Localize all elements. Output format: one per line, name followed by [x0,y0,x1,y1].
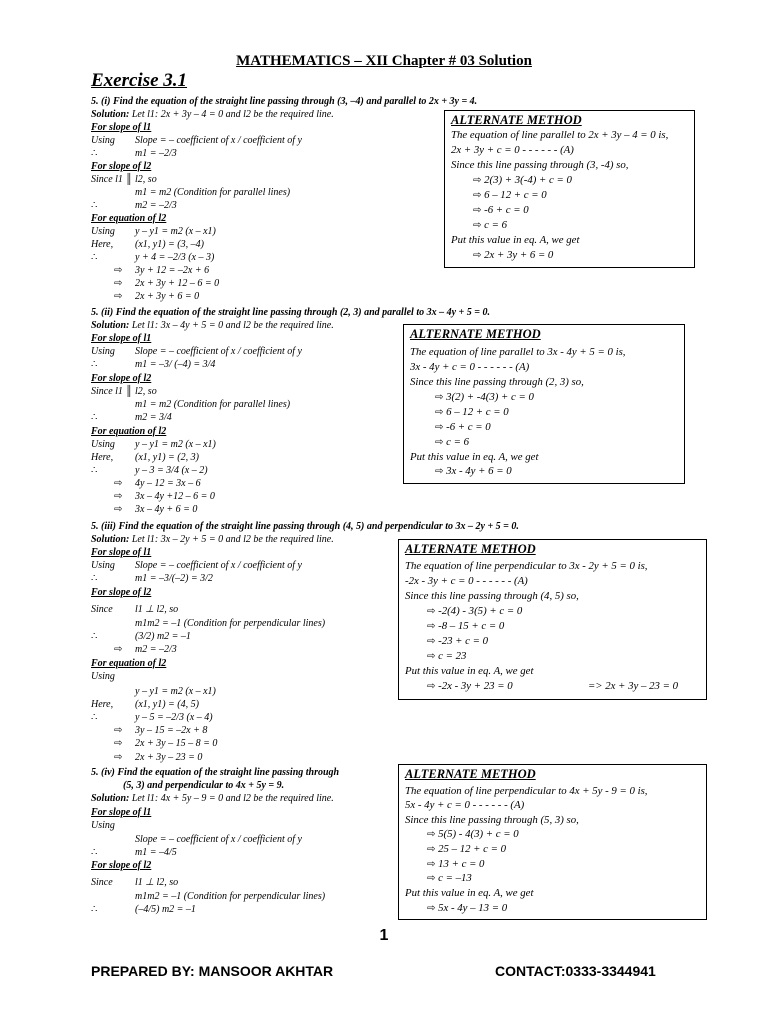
subheading: For slope of l1 [91,547,152,558]
box-line: Put this value in eq. A, we get [405,665,534,677]
box-line: The equation of line perpendicular to 3x - 2y + 5 = 0 is, [405,560,648,572]
box-line: Put this value in eq. A, we get [451,234,580,246]
step-line: Slope = – coefficient of x / coefficient of y [135,834,302,845]
box-line: ⇨ 2(3) + 3(-4) + c = 0 [473,174,572,186]
box-line: ⇨ c = –13 [427,872,472,884]
arrow-icon: ⇨ [473,220,482,231]
step-line: ⇨ 2x + 3y – 15 – 8 = 0 [114,738,218,749]
box-line: Since this line passing through (4, 5) so, [405,590,579,602]
box-line: 2x + 3y + c = 0 - - - - - - (A) [451,144,574,156]
solution-label: Solution: [91,320,130,331]
arrow-icon: ⇨ [427,606,436,617]
step-line: Using y – y1 = m2 (x – x1) [91,226,216,237]
solution-text: Let l1: 4x + 5y – 9 = 0 and l2 be the required line. [131,793,334,804]
box-line: ⇨ -8 – 15 + c = 0 [427,620,505,632]
box-line: ⇨ -23 + c = 0 [427,635,489,647]
step-line: ∴ y – 3 = 3/4 (x – 2) [91,465,208,476]
step-line: ∴ (–4/5) m2 = –1 [91,904,196,915]
step-line: ∴ m1 = –3/ (–4) = 3/4 [91,359,216,370]
solution-label: Solution: [91,109,130,120]
step-line: ⇨ 2x + 3y + 12 – 6 = 0 [114,278,220,289]
question-text: 5. (ii) Find the equation of the straight line passing through (2, 3) and parallel to 3x – 4y + 5 = 0. [91,307,490,318]
box-line: The equation of line parallel to 3x - 4y + 5 = 0 is, [410,346,626,358]
solution-line [91,533,334,546]
box-line: ⇨ c = 6 [435,436,469,448]
box-line: ⇨ -2x - 3y + 23 = 0 [427,680,513,692]
box-line: ⇨ c = 23 [427,650,467,662]
box-line: ⇨ 2x + 3y + 6 = 0 [473,249,554,261]
step-line: Using Slope = – coefficient of x / coefficient of y [91,135,302,146]
arrow-icon: ⇨ [435,437,444,448]
step-line: ⇨ 3x – 4y + 6 = 0 [114,504,198,515]
box-line: ⇨ -6 + c = 0 [435,421,491,433]
box-line: The equation of line perpendicular to 4x + 5y - 9 = 0 is, [405,785,648,797]
subheading: For slope of l2 [91,161,152,172]
arrow-icon: ⇨ [427,903,436,914]
alternate-method-box-3 [398,539,707,700]
page-number: 1 [379,927,389,944]
page-title: MATHEMATICS – XII Chapter # 03 Solution [236,53,532,69]
box-line: Since this line passing through (5, 3) so, [405,814,579,826]
arrow-icon: ⇨ [427,621,436,632]
step-line: ⇨ m2 = –2/3 [114,644,177,655]
alternate-method-box-2 [403,324,685,484]
solution-label: Solution: [91,793,130,804]
step-line: ∴ m1 = –4/5 [91,847,177,858]
step-line: Since l1 ⊥ l2, so [91,604,179,615]
step-line: ⇨ 3y + 12 = –2x + 6 [114,265,210,276]
step-line: Using [91,820,115,831]
step-line: ∴ m2 = –2/3 [91,200,177,211]
arrow-icon: ⇨ [427,651,436,662]
subheading: For slope of l1 [91,122,152,133]
box-line: ⇨ 6 – 12 + c = 0 [435,406,509,418]
box-line: ⇨ 5(5) - 4(3) + c = 0 [427,828,519,840]
box-line: Since this line passing through (2, 3) so, [410,376,584,388]
box-title: ALTERNATE METHOD [451,113,582,127]
step-line: m1m2 = –1 (Condition for perpendicular lines) [135,891,326,902]
step-line: Using Slope = – coefficient of x / coefficient of y [91,560,302,571]
box-title: ALTERNATE METHOD [405,542,536,556]
solution-text: Let l1: 2x + 3y – 4 = 0 and l2 be the required line. [131,109,334,120]
arrow-icon: ⇨ [427,681,436,692]
alternate-method-box-1 [444,110,695,268]
question-text: (5, 3) and perpendicular to 4x + 5y = 9. [123,780,285,791]
exercise-heading: Exercise 3.1 [91,70,188,91]
step-line: ∴ (3/2) m2 = –1 [91,631,191,642]
subheading: For slope of l2 [91,373,152,384]
subheading: For equation of l2 [91,658,167,669]
arrow-icon: ⇨ [473,205,482,216]
arrow-icon: ⇨ [473,175,482,186]
step-line: ∴ y + 4 = –2/3 (x – 3) [91,252,215,263]
box-line: ⇨ 6 – 12 + c = 0 [473,189,547,201]
alternate-method-box-4 [398,764,707,920]
step-line: ∴ m2 = 3/4 [91,412,172,423]
arrow-icon: ⇨ [427,829,436,840]
box-line: ⇨ 5x - 4y – 13 = 0 [427,902,508,914]
box-line: ⇨ c = 6 [473,219,507,231]
arrow-icon: ⇨ [427,636,436,647]
solution-line [91,108,334,121]
arrow-icon: ⇨ [473,190,482,201]
arrow-icon: ⇨ [435,466,444,477]
arrow-icon: ⇨ [473,250,482,261]
question-text: 5. (i) Find the equation of the straight line passing through (3, –4) and parallel to 2x + 3y = 4. [91,96,478,107]
subheading: For slope of l1 [91,807,152,818]
box-line: Put this value in eq. A, we get [410,451,539,463]
box-line: Put this value in eq. A, we get [405,887,534,899]
step-line: ∴ y – 5 = –2/3 (x – 4) [91,712,213,723]
box-line: ⇨ 3x - 4y + 6 = 0 [435,465,512,477]
step-line: Using [91,671,115,682]
contact-info: CONTACT:0333-3344941 [495,963,656,979]
box-title: ALTERNATE METHOD [410,327,541,341]
box-line: The equation of line parallel to 2x + 3y – 4 = 0 is, [451,129,669,141]
step-line: ⇨ 4y – 12 = 3x – 6 [114,478,201,489]
step-line: m1 = m2 (Condition for parallel lines) [135,187,291,198]
box-line: ⇨ -6 + c = 0 [473,204,529,216]
step-line: m1m2 = –1 (Condition for perpendicular lines) [135,618,326,629]
subheading: For equation of l2 [91,213,167,224]
box-line: ⇨ 25 – 12 + c = 0 [427,843,507,855]
subheading: For equation of l2 [91,426,167,437]
question-text: 5. (iii) Find the equation of the straight line passing through (4, 5) and perpendicular to 3x – 2y + 5 = 0. [91,521,519,532]
step-line: Here, (x1, y1) = (2, 3) [91,452,199,463]
box-line: 3x - 4y + c = 0 - - - - - - (A) [410,361,530,373]
box-line: => 2x + 3y – 23 = 0 [588,680,679,692]
step-line: Since l1 ⊥ l2, so [91,877,179,888]
subheading: For slope of l2 [91,860,152,871]
subheading: For slope of l1 [91,333,152,344]
step-line: ∴ m1 = –3/(–2) = 3/2 [91,573,213,584]
step-line: ∴ m1 = –2/3 [91,148,177,159]
step-line: Here, (x1, y1) = (4, 5) [91,699,199,710]
step-line: Using y – y1 = m2 (x – x1) [91,439,216,450]
subheading: For slope of l2 [91,587,152,598]
arrow-icon: ⇨ [435,422,444,433]
box-line: ⇨ -2(4) - 3(5) + c = 0 [427,605,523,617]
box-line: 5x - 4y + c = 0 - - - - - - (A) [405,799,525,811]
box-line: Since this line passing through (3, -4) so, [451,159,629,171]
step-line: y – y1 = m2 (x – x1) [135,686,216,697]
solution-text: Let l1: 3x – 4y + 5 = 0 and l2 be the required line. [131,320,334,331]
arrow-icon: ⇨ [427,844,436,855]
step-line: Since l1 ║ l2, so [91,174,157,185]
arrow-icon: ⇨ [435,392,444,403]
prepared-by: PREPARED BY: MANSOOR AKHTAR [91,963,334,979]
box-line: ⇨ 13 + c = 0 [427,858,485,870]
box-title: ALTERNATE METHOD [405,767,536,781]
solution-line [91,792,334,805]
step-line: Since l1 ║ l2, so [91,386,157,397]
box-line: -2x - 3y + c = 0 - - - - - - (A) [405,575,528,587]
step-line: ⇨ 3y – 15 = –2x + 8 [114,725,208,736]
question-text: 5. (iv) Find the equation of the straight line passing through [91,767,340,778]
step-line: ⇨ 2x + 3y – 23 = 0 [114,752,203,763]
step-line: Here, (x1, y1) = (3, –4) [91,239,204,250]
solution-line [91,319,334,332]
arrow-icon: ⇨ [427,859,436,870]
step-line: ⇨ 3x – 4y +12 – 6 = 0 [114,491,215,502]
step-line: ⇨ 2x + 3y + 6 = 0 [114,291,200,302]
step-line: m1 = m2 (Condition for parallel lines) [135,399,291,410]
arrow-icon: ⇨ [435,407,444,418]
arrow-icon: ⇨ [427,873,436,884]
solution-label: Solution: [91,534,130,545]
box-line: ⇨ 3(2) + -4(3) + c = 0 [435,391,534,403]
solution-text: Let l1: 3x – 2y + 5 = 0 and l2 be the required line. [131,534,334,545]
step-line: Using Slope = – coefficient of x / coefficient of y [91,346,302,357]
